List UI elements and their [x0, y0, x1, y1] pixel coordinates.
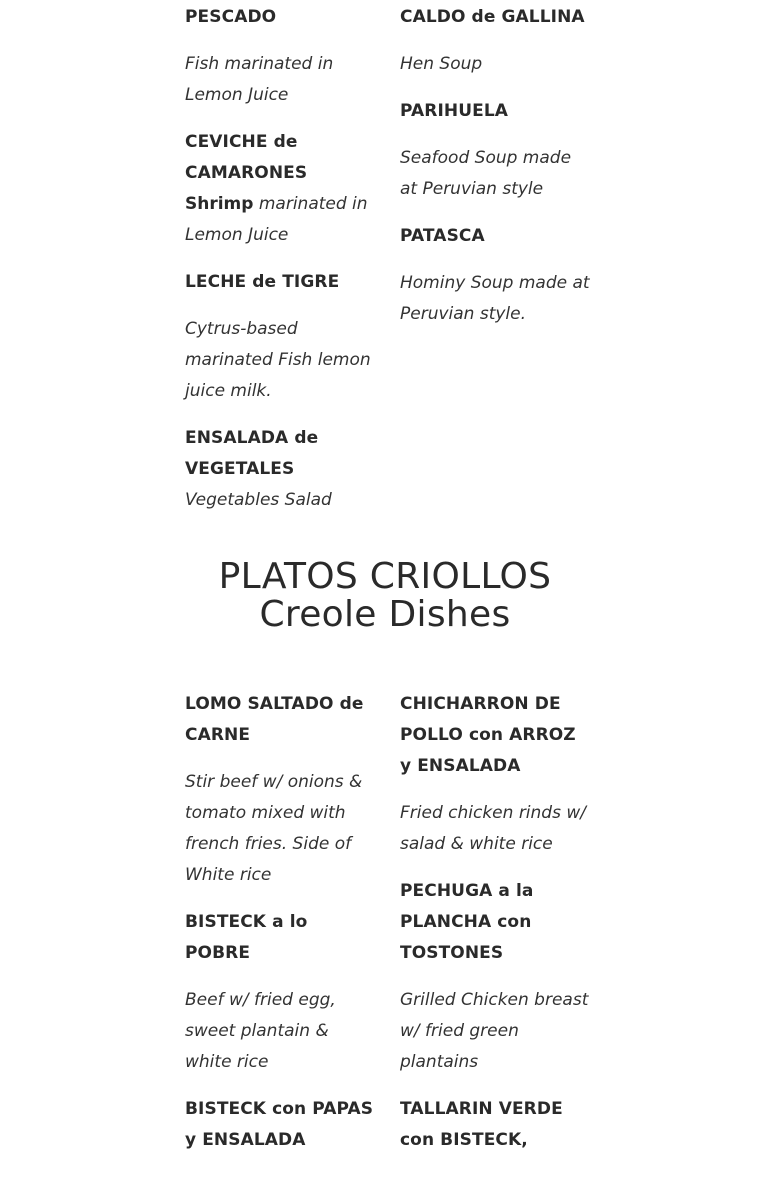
dish-title: PATASCA: [400, 226, 485, 246]
dish-title: BISTECK con PAPAS y ENSALADA: [185, 1099, 374, 1150]
creole-right-column: [400, 689, 590, 1156]
dish-description: Beef w/ fried egg, sweet plantain & white rice: [185, 990, 336, 1072]
dish-title: CHICHARRON DE POLLO con ARROZ y ENSALADA: [400, 694, 576, 776]
dish-inline-bold: Shrimp: [185, 194, 254, 214]
creole-left-column: [185, 689, 375, 1156]
dish-title: LECHE de TIGRE: [185, 272, 340, 292]
dish-title: PARIHUELA: [400, 101, 509, 121]
dish-description: Cytrus-based marinated Fish lemon juice milk.: [185, 319, 371, 401]
section-heading-english: Creole Dishes: [259, 594, 511, 635]
dish-title: CEVICHE de CAMARONES: [185, 132, 308, 183]
dish-description: Vegetables Salad: [185, 490, 332, 510]
soups-right-column: [400, 2, 590, 330]
dish-title: PESCADO: [185, 7, 277, 27]
dish-title: BISTECK a lo POBRE: [185, 912, 308, 963]
dish-title: TALLARIN VERDE con BISTECK,: [400, 1099, 563, 1150]
dish-title: LOMO SALTADO de CARNE: [185, 694, 364, 745]
dish-inline-description: marinated in Lemon Juice: [185, 194, 368, 245]
dish-description: Seafood Soup made at Peruvian style: [400, 148, 572, 199]
dish-description: Fried chicken rinds w/ salad & white rice: [400, 803, 586, 854]
dish-description: Stir beef w/ onions & tomato mixed with french fries. Side of White rice: [185, 772, 363, 885]
dish-description: Hen Soup: [400, 54, 483, 74]
section-heading: [0, 558, 770, 634]
seafood-left-column: [185, 2, 375, 516]
dish-description: [185, 189, 375, 251]
dish-title: CALDO de GALLINA: [400, 7, 585, 27]
dish-description: Fish marinated in Lemon Juice: [185, 54, 334, 105]
section-heading-spanish: PLATOS CRIOLLOS: [218, 556, 552, 597]
dish-description: Hominy Soup made at Peruvian style.: [400, 273, 590, 324]
dish-description: Grilled Chicken breast w/ fried green plantains: [400, 990, 589, 1072]
dish-title: PECHUGA a la PLANCHA con TOSTONES: [400, 881, 534, 963]
dish-title: ENSALADA de VEGETALES: [185, 428, 319, 479]
